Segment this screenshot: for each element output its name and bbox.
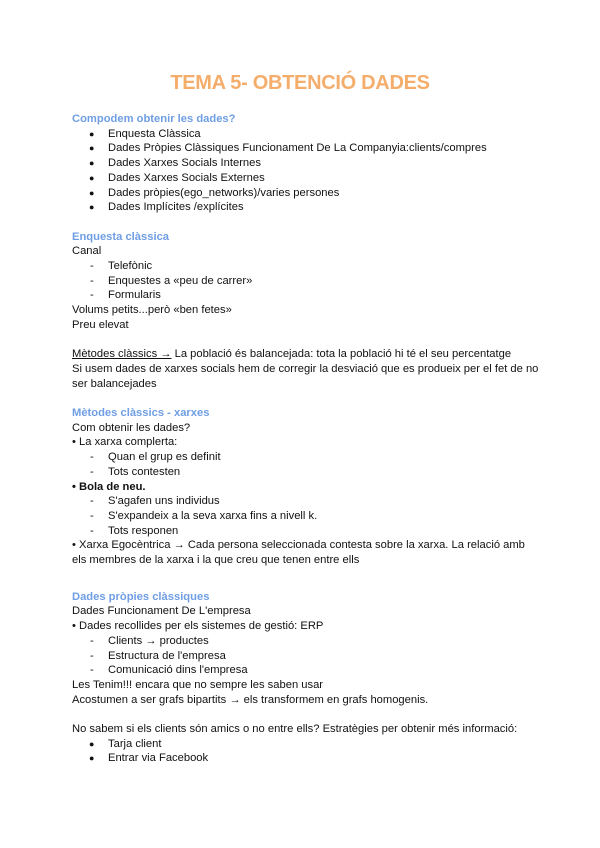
desviacio-paragraph: Si usem dades de xarxes socials hem de corregir la desviació que es produeix per el fet de no ser balancejades (72, 362, 539, 390)
list-item: - Tots responen (72, 524, 542, 539)
list-item: - Quan el grup es definit (72, 450, 542, 465)
bola-neu-line: • Bola de neu. (72, 480, 146, 493)
completa-list (72, 450, 542, 479)
funcionament-line: Dades Funcionament De L'empresa (72, 605, 251, 618)
preu-line: Preu elevat (72, 318, 129, 331)
list-item: ● Entrar via Facebook (72, 751, 542, 766)
xarxa-completa-line: • La xarxa complerta: (72, 436, 178, 449)
list-item: - Comunicació dins l'empresa (72, 663, 542, 678)
metodes-line (72, 347, 542, 362)
egocentrica-paragraph: • Xarxa Egocèntrica → Cada persona seleccionada contesta sobre la xarxa. La relació amb els membres de la xarxa i la que creu que tenen entre ells (72, 539, 525, 567)
list-item: - Formularis (72, 288, 542, 303)
bola-list (72, 494, 542, 538)
list-item: ● Tarja client (72, 737, 542, 752)
metodes-text: La població és balancejada: tota la població hi té el seu percentatge (171, 348, 512, 361)
section-heading-metodes-xarxes: Mètodes clàssics - xarxes (72, 407, 210, 420)
erp-line: • Dades recollides per els sistemes de gestió: ERP (72, 620, 324, 633)
list-item: ● Dades Xarxes Socials Internes (72, 156, 542, 171)
tenim-line: Les Tenim!!! encara que no sempre les saben usar (72, 678, 324, 691)
amics-question: No sabem si els clients són amics o no entre ells? Estratègies per obtenir més informació: (72, 723, 518, 736)
strategies-list (72, 737, 542, 766)
volums-line: Volums petits...però «ben fetes» (72, 304, 232, 317)
list-item: - Tots contesten (72, 465, 542, 480)
section-heading-enquesta: Enquesta clàssica (72, 230, 170, 243)
section-heading-dades-propies: Dades pròpies clàssiques (72, 590, 210, 603)
list-item: - Enquestes a «peu de carrer» (72, 274, 542, 289)
canal-label: Canal (72, 245, 102, 258)
list-item: - Estructura de l'empresa (72, 649, 542, 664)
metodes-label: Mètodes clàssics → (72, 348, 172, 361)
com-obtenir-line: Com obtenir les dades? (72, 421, 191, 434)
list-item: - Telefònic (72, 259, 542, 274)
channels-list (72, 259, 542, 303)
list-item: - Clients → productes (72, 634, 542, 649)
section-heading-obtenir: Compodem obtenir les dades? (72, 113, 236, 125)
document-content (72, 112, 542, 766)
grafs-line: Acostumen a ser grafs bipartits → els transformem en grafs homogenis. (72, 693, 429, 706)
list-item: - S'agafen uns individus (72, 494, 542, 509)
list-item: ● Dades Xarxes Socials Externes (72, 171, 542, 186)
sources-list (72, 127, 542, 215)
erp-list (72, 634, 542, 678)
page-title: TEMA 5- OBTENCIÓ DADES (170, 72, 430, 94)
list-item: ● Dades Pròpies Clàssiques Funcionament De La Companyia:clients/compres (72, 141, 542, 156)
list-item: ● Dades pròpies(ego_networks)/varies persones (72, 186, 542, 201)
list-item: ● Enquesta Clàssica (72, 127, 542, 142)
list-item: ● Dades Implícites /explícites (72, 200, 542, 215)
list-item: - S'expandeix a la seva xarxa fins a nivell k. (72, 509, 542, 524)
